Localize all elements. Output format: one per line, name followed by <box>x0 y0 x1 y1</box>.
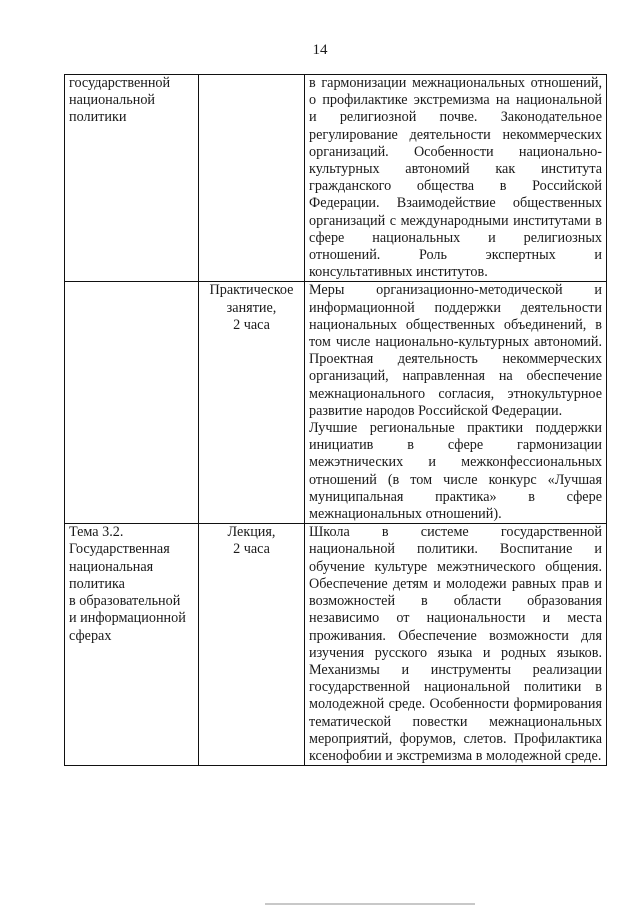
content-cell <box>305 75 607 282</box>
content-paragraph: Лучшие региональные практики поддержки инициатив в сфере гармонизации межэтнических и межконфессиональных отношений (в том числе конкурс «Лучшая муниципальная практика» в сфере межнациональных отношений). <box>309 420 602 523</box>
lesson-type-line: 2 часа <box>233 316 270 333</box>
topic-cell <box>65 75 199 282</box>
lesson-type-cell <box>199 75 305 282</box>
topic-line: национальная <box>69 558 154 575</box>
lesson-type-line: 2 часа <box>233 541 270 558</box>
table-row <box>65 282 607 524</box>
content-paragraph: в гармонизации межнациональных отношений, о профилактике экстремизма на национальной и религиозной почве. Законодательное регулирование деятельности некоммерческих организаций. Особенности национально-культурных автономий как института гражданского общества в Российской Федерации. Взаимодействие общественных организаций с международными институтами в сфере национальных и религиозных отношений. Роль экспертных и консультативных институтов. <box>309 75 602 281</box>
page-number: 14 <box>312 42 328 58</box>
lesson-type-cell <box>199 524 305 766</box>
lesson-type-line: занятие, <box>226 299 277 316</box>
topic-line: в образовательной <box>69 593 181 610</box>
topic-line: политика <box>69 575 125 592</box>
table-row <box>65 75 607 282</box>
topic-line: национальной <box>69 92 156 109</box>
topic-line: политики <box>69 109 127 126</box>
topic-cell <box>65 282 199 524</box>
topic-line: Государственная <box>69 541 170 558</box>
topic-line: государственной <box>69 75 171 91</box>
topic-line: Тема 3.2. <box>69 524 124 541</box>
lesson-type-line: Практическое <box>209 282 294 299</box>
program-table <box>64 74 607 766</box>
table-row <box>65 524 607 766</box>
topic-cell <box>65 524 199 766</box>
topic-line: и информационной <box>69 610 186 627</box>
content-cell <box>305 524 607 766</box>
content-cell <box>305 282 607 524</box>
lesson-type-line: Лекция, <box>227 524 276 541</box>
lesson-type-cell <box>199 282 305 524</box>
topic-line: сферах <box>69 627 112 644</box>
content-paragraph: Школа в системе государственной национальной политики. Воспитание и обучение культуре межэтнического общения. Обеспечение детям и молодежи равных прав и возможностей в области образования независимо от национальности и места проживания. Обеспечение возможности для изучения русского языка и родных языков. Механизмы и инструменты реализации государственной национальной политики в молодежной среде. Особенности формирования тематической повестки межнациональных мероприятий, форумов, слетов. Профилактика ксенофобии и экстремизма в молодежной среде. <box>309 524 602 764</box>
content-paragraph: Меры организационно-методической и информационной поддержки деятельности национальных общественных объединений, в том числе национально-культурных автономий. Проектная деятельность некоммерческих организаций, направленная на обеспечение межнационального согласия, этнокультурное развитие народов Российской Федерации. <box>309 282 602 419</box>
